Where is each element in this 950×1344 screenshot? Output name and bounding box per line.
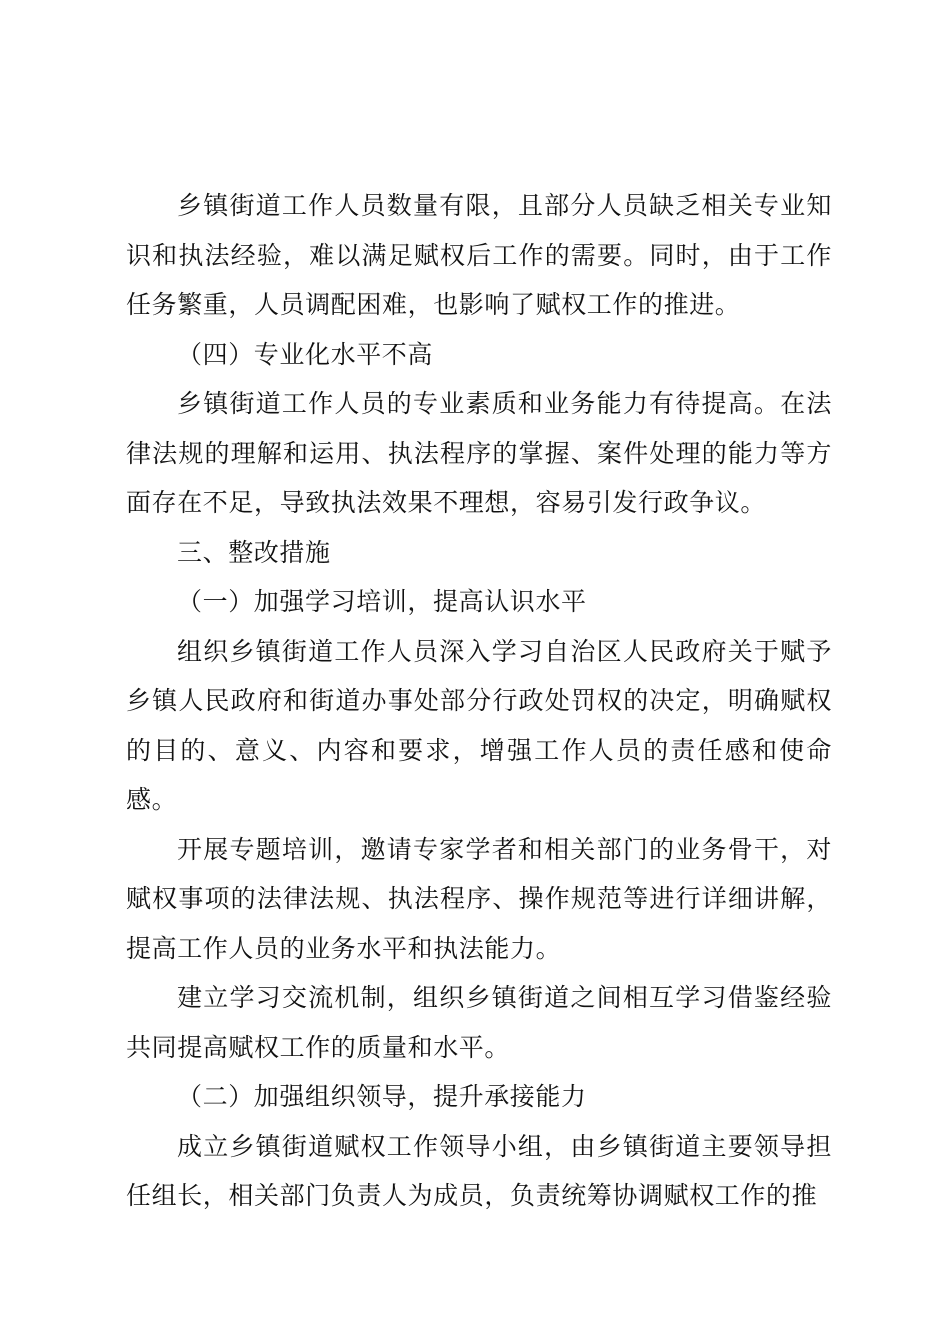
document-body [126,181,832,1221]
paragraph-staffing-shortage: 乡镇街道工作人员数量有限，且部分人员缺乏相关专业知识和执法经验，难以满足赋权后工作的需要。同时，由于工作任务繁重，人员调配困难，也影响了赋权工作的推进。 [126,191,832,319]
heading-professionalism: （四）专业化水平不高 [177,339,434,369]
paragraph-professional-quality: 乡镇街道工作人员的专业素质和业务能力有待提高。在法律法规的理解和运用、执法程序的掌握、案件处理的能力等方面存在不足，导致执法效果不理想，容易引发行政争议。 [126,389,832,517]
heading-rectification-measures: 三、整改措施 [177,537,331,567]
heading-training: （一）加强学习培训，提高认识水平 [177,587,587,616]
paragraph-special-training: 开展专题培训，邀请专家学者和相关部门的业务骨干，对赋权事项的法律法规、执法程序、操作规范等进行详细讲解，提高工作人员的业务水平和执法能力。 [126,834,832,963]
paragraph-study-decision: 组织乡镇街道工作人员深入学习自治区人民政府关于赋予乡镇人民政府和街道办事处部分行政处罚权的决定，明确赋权的目的、意义、内容和要求，增强工作人员的责任感和使命感。 [126,636,832,814]
paragraph-leading-group: 成立乡镇街道赋权工作领导小组，由乡镇街道主要领导担任组长，相关部门负责人为成员，负责统筹协调赋权工作的推 [126,1131,832,1210]
paragraph-exchange-mechanism: 建立学习交流机制，组织乡镇街道之间相互学习借鉴经验共同提高赋权工作的质量和水平。 [126,983,832,1062]
heading-leadership: （二）加强组织领导，提升承接能力 [177,1082,587,1111]
